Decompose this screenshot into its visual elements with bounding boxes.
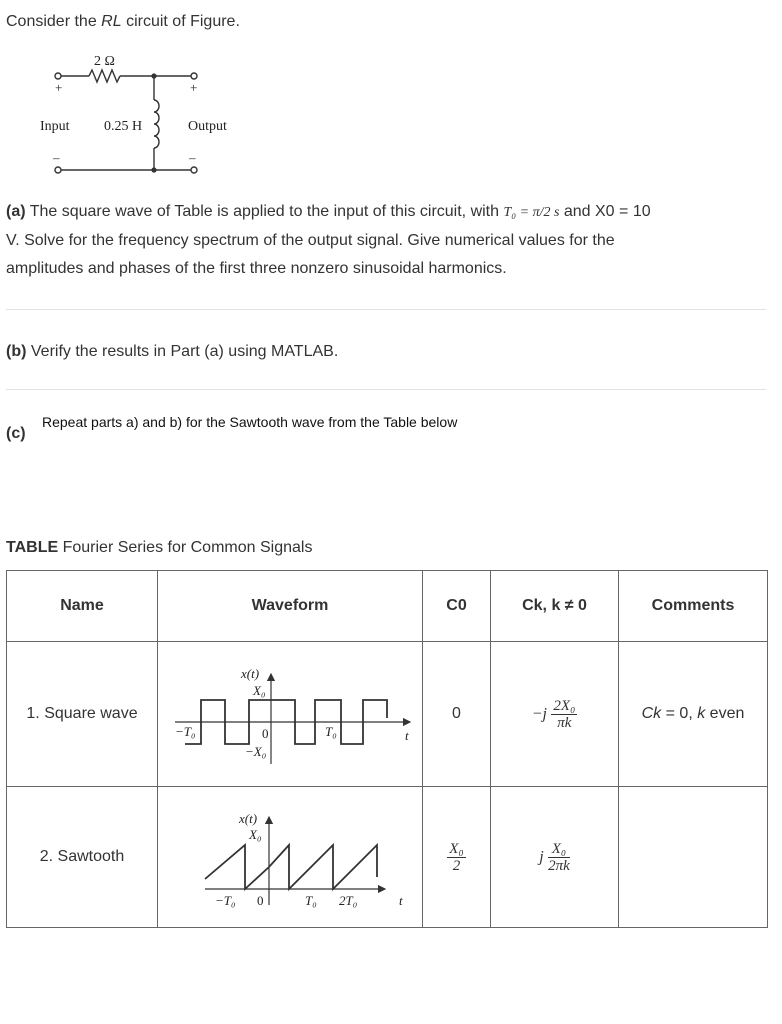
sq-pos-t0-label: T₀ xyxy=(325,723,337,739)
square-wave-c0: 0 xyxy=(423,642,491,787)
output-minus-terminal xyxy=(191,167,197,173)
input-label: Input xyxy=(40,119,70,134)
divider-2 xyxy=(6,389,766,390)
part-a-label: (a) xyxy=(6,203,26,220)
saw-ck-den: 2πk xyxy=(548,857,570,874)
sq-comment-end: even xyxy=(705,705,745,722)
table-title-bold: TABLE xyxy=(6,539,59,556)
sawtooth-waveform-cell xyxy=(158,787,423,928)
input-minus-sign: – xyxy=(53,150,60,165)
sq-comment-rest: = 0, xyxy=(661,705,698,722)
part-b-question xyxy=(6,338,338,366)
sq-top-label: X₀ xyxy=(253,682,266,698)
header-name: Name xyxy=(7,571,158,642)
output-label: Output xyxy=(188,119,227,134)
saw-c0-num: X₀ xyxy=(449,840,464,857)
part-a-text-3: V. Solve for the frequency spectrum of the output signal. Give numerical values for the xyxy=(6,232,615,249)
part-b-label: (b) xyxy=(6,343,27,360)
part-a-text-1: The square wave of Table is applied to the input of this circuit, with xyxy=(25,203,504,220)
saw-zero-label: 0 xyxy=(257,892,264,908)
sawtooth-comment xyxy=(619,787,768,928)
part-c-text: Repeat parts a) and b) for the Sawtooth wave from the Table below xyxy=(42,414,458,430)
saw-top-label: X₀ xyxy=(249,826,262,842)
table-title xyxy=(6,534,312,562)
sawtooth-plot xyxy=(165,795,415,915)
part-a-text-2: and X0 = 10 xyxy=(559,203,651,220)
saw-neg-t0-label: −T₀ xyxy=(215,892,236,908)
saw-ck-prefix: j xyxy=(539,848,544,866)
sawtooth-c0 xyxy=(423,787,491,928)
header-ck: Ck, k ≠ 0 xyxy=(491,571,619,642)
inductor-symbol xyxy=(154,100,159,148)
sq-ck-den: πk xyxy=(557,714,572,731)
saw-pos-t0-label: T₀ xyxy=(305,892,317,908)
output-plus-terminal xyxy=(191,73,197,79)
fourier-series-table xyxy=(6,570,768,928)
top-node-dot xyxy=(151,73,156,78)
square-wave-name: 1. Square wave xyxy=(7,642,158,787)
saw-ck-fraction xyxy=(548,841,570,874)
sq-ck-num: 2X₀ xyxy=(553,697,576,714)
square-wave-plot xyxy=(165,652,415,772)
input-plus-terminal xyxy=(55,73,61,79)
sq-t-label: t xyxy=(405,727,409,743)
sawtooth-signal xyxy=(205,845,377,889)
part-a-question xyxy=(6,198,776,283)
saw-t-label: t xyxy=(399,892,403,908)
saw-ck-num: X₀ xyxy=(548,841,570,858)
sq-zero-label: 0 xyxy=(262,725,269,741)
sq-ck-prefix: −j xyxy=(531,705,547,723)
inductor-label: 0.25 H xyxy=(104,119,143,134)
header-c0: C0 xyxy=(423,571,491,642)
part-a-text-4: amplitudes and phases of the first three nonzero sinusoidal harmonics. xyxy=(6,260,507,277)
circuit-name: RL xyxy=(101,13,122,30)
sq-ck-fraction xyxy=(551,698,577,731)
saw-c0-fraction xyxy=(447,841,465,874)
header-comments: Comments xyxy=(619,571,768,642)
sq-neg-t0-label: −T₀ xyxy=(175,723,196,739)
table-header-row xyxy=(7,571,768,642)
square-wave-ck xyxy=(491,642,619,787)
sawtooth-ck xyxy=(491,787,619,928)
sq-comment-ck: Ck xyxy=(641,705,662,722)
saw-c0-den: 2 xyxy=(452,857,461,874)
sq-comment-k: k xyxy=(697,705,706,722)
output-plus-sign: + xyxy=(190,80,198,95)
sawtooth-name: 2. Sawtooth xyxy=(7,787,158,928)
saw-2t0-label: 2T₀ xyxy=(339,892,358,908)
intro-prefix: Consider the xyxy=(6,13,102,30)
input-plus-sign: + xyxy=(55,80,63,95)
t0-expression: T₀ = π/2 s xyxy=(503,205,560,220)
bottom-node-dot xyxy=(151,167,156,172)
header-waveform: Waveform xyxy=(158,571,423,642)
input-minus-terminal xyxy=(55,167,61,173)
divider-1 xyxy=(6,309,766,310)
part-b-text: Verify the results in Part (a) using MATLAB. xyxy=(26,343,339,360)
square-wave-comment xyxy=(619,642,768,787)
resistor-label: 2 Ω xyxy=(94,54,115,69)
resistor-symbol xyxy=(89,70,120,82)
intro-line xyxy=(6,8,240,36)
table-row xyxy=(7,642,768,787)
intro-suffix: circuit of Figure. xyxy=(121,13,240,30)
square-wave-waveform-cell xyxy=(158,642,423,787)
sq-bottom-label: −X₀ xyxy=(245,743,267,759)
sq-y-label: x(t) xyxy=(241,665,260,681)
table-title-rest: Fourier Series for Common Signals xyxy=(58,539,313,556)
table-row xyxy=(7,787,768,928)
output-minus-sign: – xyxy=(189,150,196,165)
rl-circuit-diagram xyxy=(34,50,264,180)
part-c-label: (c) xyxy=(6,425,26,442)
saw-y-label: x(t) xyxy=(239,810,258,826)
